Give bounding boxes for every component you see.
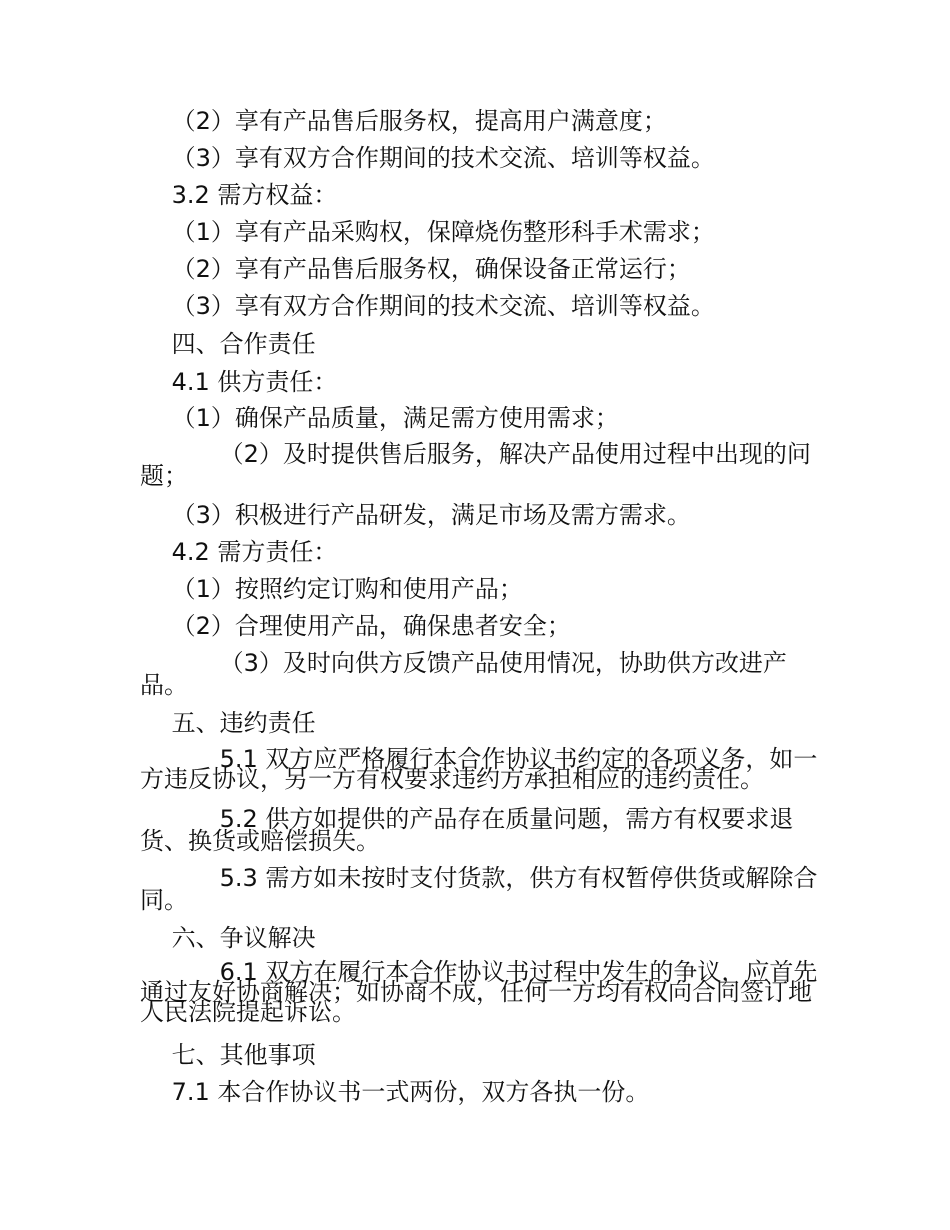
chapter-heading: 五、违约责任	[140, 709, 316, 737]
text-paragraph: 5.3 需方如未按时支付货款，供方有权暂停供货或解除合同。	[140, 864, 818, 914]
text-line: （2）合理使用产品，确保患者安全；	[140, 612, 571, 640]
section-heading: 4.1 供方责任：	[140, 368, 338, 396]
text-paragraph: 5.2 供方如提供的产品存在质量问题，需方有权要求退货、换货或赔偿损失。	[140, 805, 794, 855]
section-heading: 3.2 需方权益：	[140, 181, 338, 209]
text-line: （3）积极进行产品研发，满足市场及需方需求。	[140, 501, 691, 529]
chapter-heading: 七、其他事项	[140, 1041, 316, 1069]
text-paragraph: （3）及时向供方反馈产品使用情况，协助供方改进产品。	[140, 649, 787, 699]
text-paragraph: 5.1 双方应严格履行本合作协议书约定的各项义务，如一方违反协议，另一方有权要求违约方承担相应的违约责任。	[140, 745, 818, 793]
text-line: （2）享有产品售后服务权，确保设备正常运行；	[140, 255, 691, 283]
text-line: （2）享有产品售后服务权，提高用户满意度；	[140, 107, 667, 135]
text-line: （1）享有产品采购权，保障烧伤整形科手术需求；	[140, 218, 715, 246]
text-line: 7.1 本合作协议书一式两份，双方各执一份。	[140, 1078, 650, 1106]
chapter-heading: 四、合作责任	[140, 330, 316, 358]
text-line: （1）按照约定订购和使用产品；	[140, 575, 523, 603]
text-line: （1）确保产品质量，满足需方使用需求；	[140, 404, 619, 432]
section-heading: 4.2 需方责任：	[140, 538, 338, 566]
chapter-heading: 六、争议解决	[140, 924, 316, 952]
text-line: （3）享有双方合作期间的技术交流、培训等权益。	[140, 144, 715, 172]
text-paragraph: 6.1 双方在履行本合作协议书过程中发生的争议，应首先通过友好协商解决；如协商不成，任何一方均有权向合同签订地人民法院提起诉讼。	[140, 958, 818, 1026]
text-line: （3）享有双方合作期间的技术交流、培训等权益。	[140, 292, 715, 320]
text-paragraph: （2）及时提供售后服务，解决产品使用过程中出现的问题；	[140, 440, 811, 490]
